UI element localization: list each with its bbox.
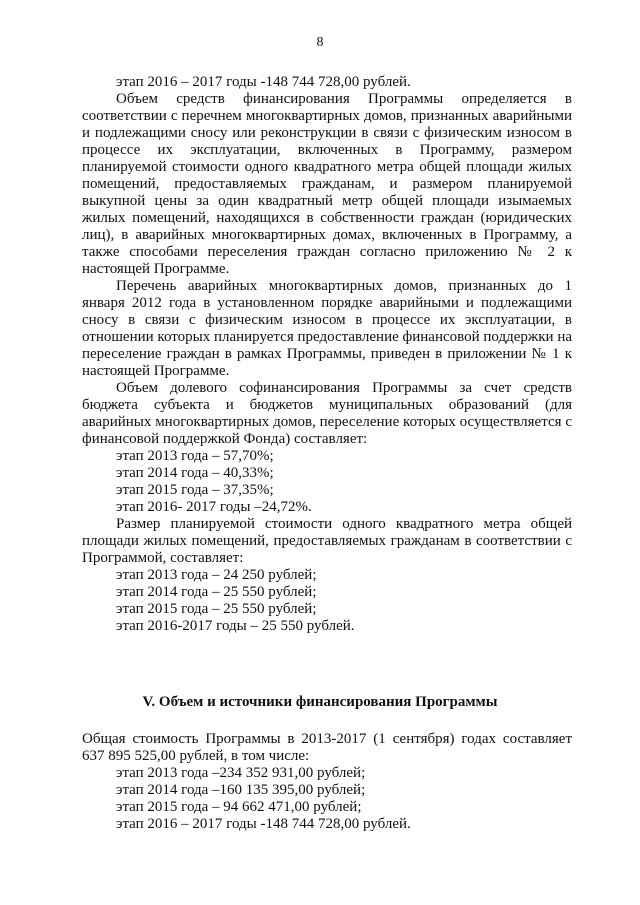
funding-stage-item: этап 2015 года – 94 662 471,00 рублей; — [116, 799, 362, 815]
paragraph-financing-basis: Объем средств финансирования Программы определяется в соответствии с перечнем многоквартирных домов, признанных аварийными и подлежащими сносу или реконструкции в связи с физическим износом в процессе их эксплуатации, включенных в Программу, размером планируемой стоимости одного квадратного метра общей площади жилых помещений, предоставляемых гражданам, и размером планируемой выкупной цены за один квадратный метр общей площади изымаемых жилых помещений, находящихся в собственности граждан (юридических лиц), в аварийных многоквартирных домах, включенных в Программу, а также способами переселения граждан согласно приложению № 2 к настоящей Программе. — [82, 91, 572, 277]
share-stage-item: этап 2015 года – 37,35%; — [116, 482, 274, 498]
funding-stage-item: этап 2013 года –234 352 931,00 рублей; — [116, 765, 366, 781]
page-number: 8 — [316, 35, 324, 50]
share-stage-item: этап 2013 года – 57,70%; — [116, 448, 274, 464]
share-stage-item: этап 2014 года – 40,33%; — [116, 465, 274, 481]
cost-stage-item: этап 2013 года – 24 250 рублей; — [116, 567, 317, 583]
paragraph-cofinancing: Объем долевого софинансирования Программы за счет средств бюджета субъекта и бюджетов муниципальных образований (для аварийных многоквартирных домов, переселение которых осуществляется с финансовой поддержкой Фонда) составляет: — [82, 380, 572, 447]
cost-stage-item: этап 2015 года – 25 550 рублей; — [116, 601, 317, 617]
paragraph-house-list: Перечень аварийных многоквартирных домов, признанных до 1 января 2012 года в установленном порядке аварийными и подлежащими сносу в связи с физическим износом в процессе их эксплуатации, в отношении которых планируется предоставление финансовой поддержки на переселение граждан в рамках Программы, приведен в приложении № 1 к настоящей Программе. — [82, 278, 573, 379]
cost-stage-item: этап 2016-2017 годы – 25 550 рублей. — [116, 618, 355, 634]
funding-stage-item: этап 2016 – 2017 годы -148 744 728,00 рублей. — [116, 816, 411, 832]
top-line: этап 2016 – 2017 годы -148 744 728,00 рублей. — [116, 74, 411, 90]
section-heading: V. Объем и источники финансирования Программы — [142, 694, 498, 710]
paragraph-cost-per-meter: Размер планируемой стоимости одного квадратного метра общей площади жилых помещений, предоставляемых гражданам в соответствии с Программой, составляет: — [82, 516, 572, 566]
text-block-top — [82, 74, 572, 635]
cost-stage-item: этап 2014 года – 25 550 рублей; — [116, 584, 317, 600]
paragraph-total-cost: Общая стоимость Программы в 2013-2017 (1 сентября) годах составляет 637 895 525,00 рублей, в том числе: — [82, 731, 572, 764]
text-block-bottom — [82, 731, 572, 833]
funding-stage-item: этап 2014 года –160 135 395,00 рублей; — [116, 782, 366, 798]
share-stage-item: этап 2016- 2017 годы –24,72%. — [116, 499, 312, 515]
